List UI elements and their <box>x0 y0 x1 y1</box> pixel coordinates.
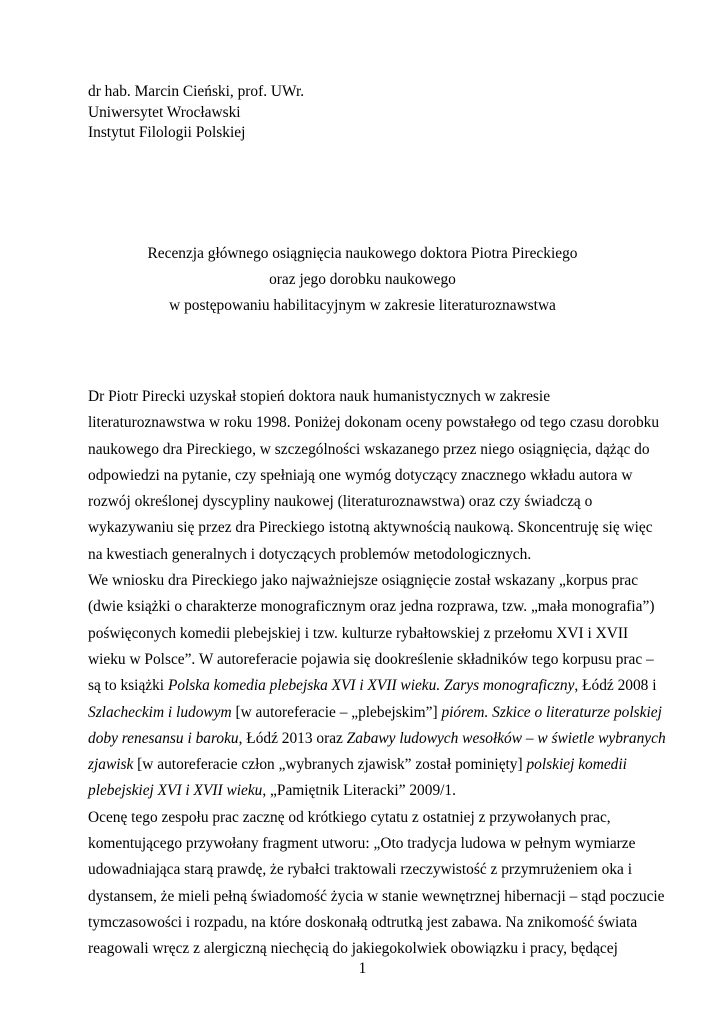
book-title: polskiej komedii <box>526 756 627 774</box>
body-text-span: , Łódź 2008 i <box>574 677 657 695</box>
title-line-1: Recenzja głównego osiągnięcia naukowego doktora Piotra Pireckiego <box>147 245 578 262</box>
body-line: Ocenę tego zespołu prac zacznę od krótkiego cytatu z ostatniej z przywołanych prac, <box>88 808 611 826</box>
body-line: na kwestiach generalnych i dotyczących problemów metodologicznych. <box>88 545 532 563</box>
author-block <box>88 82 304 144</box>
title-line-2: oraz jego dorobku naukowego <box>269 271 456 288</box>
body-line: literaturoznawstwa w roku 1998. Poniżej dokonam oceny powstałego od tego czasu dorobku <box>88 414 660 432</box>
institute: Instytut Filologii Polskiej <box>88 124 246 141</box>
body-line: dystansem, że mieli pełną świadomość życia w stanie wewnętrznej hibernacji – stąd poczucie <box>88 887 665 905</box>
document-title <box>0 241 725 319</box>
book-title: Zabawy ludowych wesołków – w świetle wybranych <box>346 729 666 747</box>
book-title: piórem. Szkice o literaturze polskiej <box>441 703 662 721</box>
body-text-span: [w autoreferacie – „plebejskim”] <box>231 703 442 721</box>
body-text <box>88 384 666 963</box>
body-line: rozwój określonej dyscypliny naukowej (literaturoznawstwa) oraz czy świadczą o <box>88 493 593 511</box>
body-line: We wniosku dra Pireckiego jako najważniejsze osiągnięcie został wskazany „korpus prac <box>88 572 639 590</box>
body-line: (dwie książki o charakterze monograficznym oraz jedna rozprawa, tzw. „mała monografia”) <box>88 598 655 616</box>
body-line: reagowali wręcz z alergiczną niechęcią do jakiegokolwiek obowiązku i pracy, będącej <box>88 940 618 958</box>
body-line: naukowego dra Pireckiego, w szczególności wskazanego przez niego osiągnięcia, dążąc do <box>88 440 650 458</box>
body-text-span: , Łódź 2013 oraz <box>238 729 347 747</box>
title-line-3: w postępowaniu habilitacyjnym w zakresie literaturoznawstwa <box>169 297 556 314</box>
body-line <box>88 673 666 699</box>
body-line: wykazywaniu się przez dra Pireckiego istotną aktywnością naukową. Skoncentruję się więc <box>88 519 653 537</box>
book-title: Polska komedia plebejska XVI i XVII wieku. Zarys monograficzny <box>167 677 575 695</box>
body-line <box>88 700 666 726</box>
body-line <box>88 778 666 804</box>
university: Uniwersytet Wrocławski <box>88 103 241 121</box>
author-name: dr hab. Marcin Cieński, prof. UWr. <box>88 83 305 100</box>
book-title: doby renesansu i baroku <box>88 729 239 747</box>
body-line: Dr Piotr Pirecki uzyskał stopień doktora nauk humanistycznych w zakresie <box>88 388 551 405</box>
body-line <box>88 726 666 752</box>
body-text-span: są to książki <box>88 677 168 695</box>
book-title: Szlacheckim i ludowym <box>88 703 232 721</box>
body-line: wieku w Polsce”. W autoreferacie pojawia się dookreślenie składników tego korpusu prac – <box>88 650 654 668</box>
body-text-span: [w autoreferacie człon „wybranych zjawisk” został pominięty] <box>133 756 527 774</box>
page-number: 1 <box>358 960 367 977</box>
body-line: tymczasowości i rozpadu, na które doskonałą odtrutką jest zabawa. Na znikomość świata <box>88 913 638 931</box>
book-title: zjawisk <box>88 756 134 774</box>
body-line <box>88 752 666 778</box>
body-line: udowadniająca starą prawdę, że rybałci traktowali rzeczywistość z przymrużeniem oka i <box>88 861 632 879</box>
body-line: odpowiedzi na pytanie, czy spełniają one wymóg dotyczący znacznego wkładu autora w <box>88 466 633 484</box>
body-text-span: , „Pamiętnik Literacki” 2009/1. <box>262 782 456 800</box>
body-line: poświęconych komedii plebejskiej i tzw. kulturze rybałtowskiej z przełomu XVI i XVII <box>88 624 629 642</box>
book-title: plebejskiej XVI i XVII wieku <box>88 782 263 800</box>
body-line: komentującego przywołany fragment utworu: „Oto tradycja ludowa w pełnym wymiarze <box>88 835 636 853</box>
